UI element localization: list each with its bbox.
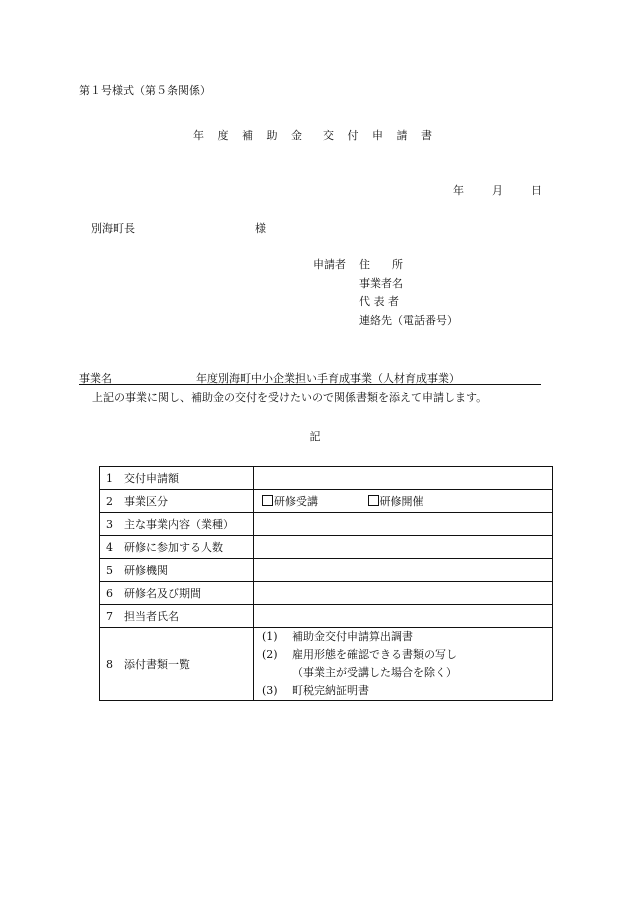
application-table <box>99 466 553 701</box>
application-statement: 上記の事業に関し、補助金の交付を受けたいので関係書類を添えて申請します。 <box>92 391 488 404</box>
row-number: 5 <box>106 564 113 577</box>
checkbox-label: 研修受講 <box>274 495 318 508</box>
attachments-list <box>254 628 553 701</box>
item-number: (2) <box>262 648 278 661</box>
row-label-text: 担当者氏名 <box>124 610 179 623</box>
table-row <box>100 559 553 582</box>
participant-count-field[interactable] <box>254 536 553 559</box>
recipient-name: 別海町長 <box>91 222 135 235</box>
checkbox-icon[interactable] <box>262 495 273 506</box>
row-label-text: 交付申請額 <box>124 472 179 485</box>
checkbox-training-attend[interactable] <box>262 495 318 508</box>
row-label <box>100 467 254 490</box>
project-name-value: 年度別海町中小企業担い手育成事業（人材育成事業） <box>196 372 460 385</box>
row-label <box>100 559 254 582</box>
table-row <box>100 582 553 605</box>
date-day: 日 <box>531 184 542 197</box>
row-number: 2 <box>106 495 113 508</box>
project-name-line <box>79 370 541 385</box>
contact-person-field[interactable] <box>254 605 553 628</box>
item-text: 雇用形態を確認できる書類の写し <box>292 648 457 661</box>
row-label-text: 主な事業内容（業種） <box>124 518 234 531</box>
category-options <box>254 490 553 513</box>
checkbox-label: 研修開催 <box>379 495 424 508</box>
row-label <box>100 628 254 701</box>
row-label <box>100 490 254 513</box>
applicant-address-label: 住 所 <box>359 258 403 271</box>
row-number: 7 <box>106 610 113 623</box>
item-number: (3) <box>262 684 278 697</box>
list-item <box>262 682 552 700</box>
training-institution-field[interactable] <box>254 559 553 582</box>
applicant-representative-label: 代 表 者 <box>359 295 399 308</box>
checkbox-icon[interactable] <box>368 495 379 506</box>
row-number: 1 <box>106 472 113 485</box>
list-item <box>262 628 552 646</box>
date-line <box>453 182 542 198</box>
date-month: 月 <box>492 184 503 197</box>
row-label <box>100 605 254 628</box>
document-title: 年 度 補 助 金 交 付 申 請 書 <box>193 129 437 142</box>
row-label <box>100 582 254 605</box>
table-row <box>100 490 553 513</box>
applicant-label: 申請者 <box>313 258 346 271</box>
ki-heading: 記 <box>309 430 321 443</box>
row-number: 6 <box>106 587 113 600</box>
row-label-text: 研修名及び期間 <box>124 587 201 600</box>
row-number: 3 <box>106 518 113 531</box>
list-item <box>262 646 552 664</box>
table-row <box>100 605 553 628</box>
item-text: （事業主が受講した場合を除く） <box>292 666 457 679</box>
item-text: 補助金交付申請算出調書 <box>292 630 413 643</box>
item-number: (1) <box>262 630 278 643</box>
table-row <box>100 628 553 701</box>
row-label-text: 添付書類一覧 <box>124 658 190 671</box>
table-row <box>100 536 553 559</box>
business-content-field[interactable] <box>254 513 553 536</box>
table-row <box>100 513 553 536</box>
training-name-period-field[interactable] <box>254 582 553 605</box>
table-row <box>100 467 553 490</box>
row-label-text: 事業区分 <box>124 495 168 508</box>
row-label <box>100 536 254 559</box>
row-number: 4 <box>106 541 113 554</box>
applicant-business-name-label: 事業者名 <box>359 277 403 290</box>
item-text: 町税完納証明書 <box>292 684 369 697</box>
checkbox-training-host[interactable] <box>368 495 424 508</box>
list-item <box>262 664 552 682</box>
form-number: 第１号様式（第５条関係） <box>79 84 211 97</box>
row-label <box>100 513 254 536</box>
date-year: 年 <box>453 184 464 197</box>
row-label-text: 研修機関 <box>124 564 168 577</box>
row-number: 8 <box>106 658 113 671</box>
recipient-honorific: 様 <box>255 222 266 235</box>
application-amount-field[interactable] <box>254 467 553 490</box>
project-name-label: 事業名 <box>79 372 112 385</box>
row-label-text: 研修に参加する人数 <box>124 541 223 554</box>
applicant-contact-label: 連絡先（電話番号） <box>359 314 458 327</box>
